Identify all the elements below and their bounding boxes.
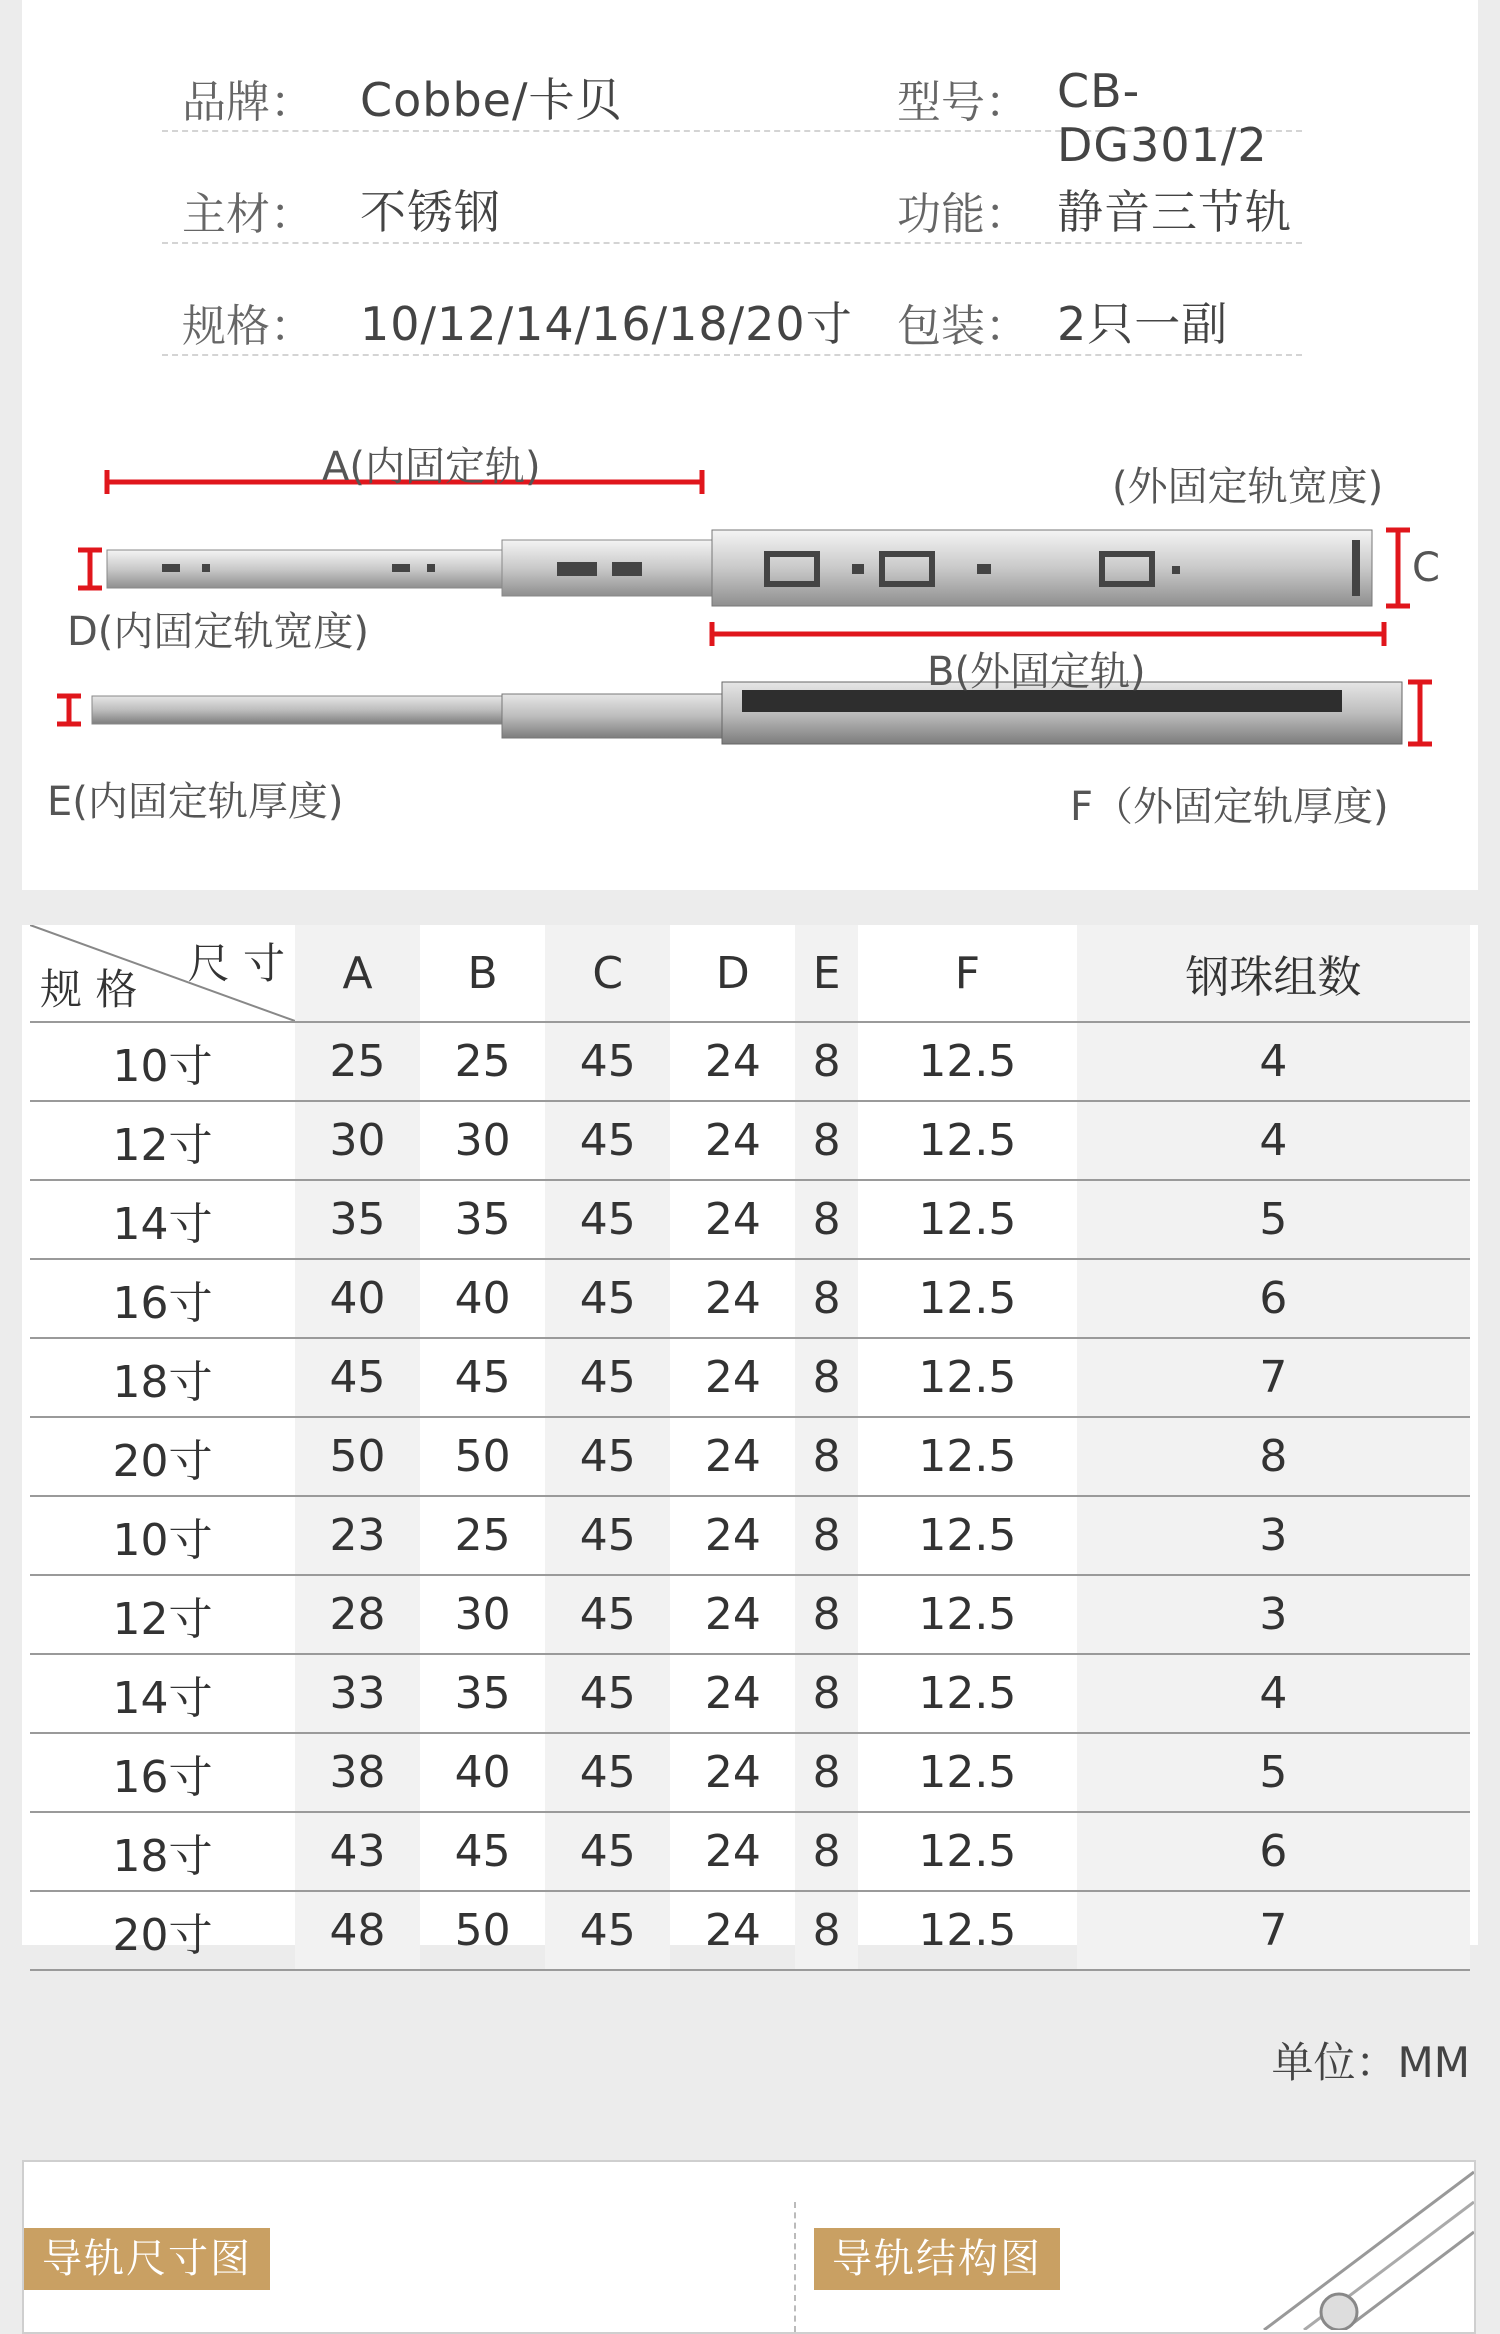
- unit-label: 单位：MM: [1271, 2038, 1470, 2087]
- size-cell: 12寸: [30, 1575, 295, 1654]
- value-cell: 8: [795, 1654, 858, 1733]
- header-a: A: [295, 925, 420, 1022]
- corner-top-label: 尺 寸: [187, 939, 285, 988]
- value-cell: 28: [295, 1575, 420, 1654]
- value-cell: 7: [1077, 1338, 1470, 1417]
- brand-value: Cobbe/卡贝: [360, 73, 623, 127]
- table-row: [30, 1733, 1470, 1812]
- value-cell: 25: [420, 1496, 545, 1575]
- table-row: [30, 1101, 1470, 1180]
- size-cell: 14寸: [30, 1180, 295, 1259]
- size-cell: 20寸: [30, 1417, 295, 1496]
- size-cell: 12寸: [30, 1101, 295, 1180]
- value-cell: 48: [295, 1891, 420, 1970]
- value-cell: 12.5: [858, 1733, 1077, 1812]
- dim-b-label: B(外固定轨): [927, 649, 1146, 695]
- value-cell: 8: [1077, 1417, 1470, 1496]
- value-cell: 45: [545, 1812, 670, 1891]
- value-cell: 43: [295, 1812, 420, 1891]
- dim-f-label: F（外固定轨厚度): [1070, 784, 1389, 830]
- value-cell: 8: [795, 1101, 858, 1180]
- inner-rail-side: [92, 696, 522, 724]
- material-value: 不锈钢: [360, 185, 501, 239]
- brand-label: 品牌：: [182, 77, 314, 128]
- value-cell: 24: [670, 1338, 795, 1417]
- value-cell: 12.5: [858, 1891, 1077, 1970]
- value-cell: 25: [420, 1022, 545, 1101]
- value-cell: 45: [545, 1101, 670, 1180]
- value-cell: 12.5: [858, 1417, 1077, 1496]
- value-cell: 4: [1077, 1654, 1470, 1733]
- size-label: 规格：: [182, 301, 314, 352]
- dimension-table-panel: [22, 925, 1478, 1961]
- table-row: [30, 1891, 1470, 1970]
- value-cell: 12.5: [858, 1812, 1077, 1891]
- value-cell: 45: [545, 1180, 670, 1259]
- value-cell: 24: [670, 1496, 795, 1575]
- table-row: [30, 1496, 1470, 1575]
- value-cell: 12.5: [858, 1496, 1077, 1575]
- value-cell: 45: [545, 1575, 670, 1654]
- value-cell: 24: [670, 1259, 795, 1338]
- value-cell: 3: [1077, 1575, 1470, 1654]
- function-label: 功能：: [897, 189, 1029, 240]
- value-cell: 8: [795, 1338, 858, 1417]
- size-cell: 10寸: [30, 1496, 295, 1575]
- value-cell: 8: [795, 1259, 858, 1338]
- value-cell: 45: [545, 1338, 670, 1417]
- dim-c-label: C: [1412, 545, 1440, 591]
- value-cell: 50: [420, 1417, 545, 1496]
- table-body: [30, 1022, 1470, 1970]
- value-cell: 45: [545, 1417, 670, 1496]
- value-cell: 24: [670, 1575, 795, 1654]
- value-cell: 12.5: [858, 1338, 1077, 1417]
- table-row: [30, 1812, 1470, 1891]
- dim-c-width-label: (外固定轨宽度): [1112, 464, 1384, 510]
- value-cell: 8: [795, 1417, 858, 1496]
- tag-dimension-diagram: 导轨尺寸图: [24, 2228, 270, 2290]
- value-cell: 45: [545, 1022, 670, 1101]
- value-cell: 4: [1077, 1101, 1470, 1180]
- spec-row-material: [162, 132, 1302, 244]
- table-row: [30, 1417, 1470, 1496]
- value-cell: 45: [295, 1338, 420, 1417]
- value-cell: 24: [670, 1654, 795, 1733]
- value-cell: 40: [420, 1259, 545, 1338]
- header-ball-groups: 钢珠组数: [1077, 925, 1470, 1022]
- value-cell: 12.5: [858, 1259, 1077, 1338]
- function-value: 静音三节轨: [1057, 185, 1292, 239]
- header-e: E: [795, 925, 858, 1022]
- value-cell: 24: [670, 1812, 795, 1891]
- section-divider: [794, 2202, 796, 2332]
- value-cell: 35: [295, 1180, 420, 1259]
- value-cell: 8: [795, 1812, 858, 1891]
- value-cell: 8: [795, 1575, 858, 1654]
- value-cell: 8: [795, 1733, 858, 1812]
- value-cell: 45: [545, 1891, 670, 1970]
- spec-row-size: [162, 244, 1302, 356]
- size-cell: 16寸: [30, 1259, 295, 1338]
- table-row: [30, 1259, 1470, 1338]
- size-cell: 10寸: [30, 1022, 295, 1101]
- value-cell: 24: [670, 1417, 795, 1496]
- value-cell: 6: [1077, 1259, 1470, 1338]
- size-value: 10/12/14/16/18/20寸: [360, 297, 853, 351]
- value-cell: 30: [295, 1101, 420, 1180]
- value-cell: 50: [295, 1417, 420, 1496]
- value-cell: 24: [670, 1891, 795, 1970]
- value-cell: 35: [420, 1654, 545, 1733]
- size-cell: 16寸: [30, 1733, 295, 1812]
- table-header-row: [30, 925, 1470, 1022]
- value-cell: 40: [295, 1259, 420, 1338]
- dim-e-label: E(内固定轨厚度): [47, 779, 344, 825]
- table-row: [30, 1180, 1470, 1259]
- value-cell: 45: [545, 1259, 670, 1338]
- value-cell: 6: [1077, 1812, 1470, 1891]
- corner-bottom-label: 规 格: [40, 965, 138, 1014]
- value-cell: 24: [670, 1733, 795, 1812]
- dimension-table: [30, 925, 1470, 1971]
- table-row: [30, 1575, 1470, 1654]
- value-cell: 7: [1077, 1891, 1470, 1970]
- dim-d-label: D(内固定轨宽度): [67, 609, 370, 655]
- value-cell: 38: [295, 1733, 420, 1812]
- value-cell: 3: [1077, 1496, 1470, 1575]
- value-cell: 4: [1077, 1022, 1470, 1101]
- value-cell: 12.5: [858, 1654, 1077, 1733]
- value-cell: 45: [545, 1733, 670, 1812]
- tag-structure-diagram: 导轨结构图: [814, 2228, 1060, 2290]
- value-cell: 12.5: [858, 1022, 1077, 1101]
- corner-header: [30, 925, 295, 1022]
- value-cell: 45: [420, 1812, 545, 1891]
- size-cell: 18寸: [30, 1338, 295, 1417]
- value-cell: 5: [1077, 1733, 1470, 1812]
- value-cell: 45: [420, 1338, 545, 1417]
- outer-rail-top: [712, 530, 1372, 606]
- header-b: B: [420, 925, 545, 1022]
- spec-panel: [22, 0, 1478, 890]
- package-value: 2只一副: [1057, 297, 1229, 351]
- value-cell: 12.5: [858, 1101, 1077, 1180]
- header-d: D: [670, 925, 795, 1022]
- value-cell: 45: [545, 1654, 670, 1733]
- size-cell: 18寸: [30, 1812, 295, 1891]
- value-cell: 45: [545, 1496, 670, 1575]
- package-label: 包装：: [897, 301, 1029, 352]
- model-value: CB-DG301/2: [1057, 64, 1268, 172]
- value-cell: 8: [795, 1180, 858, 1259]
- value-cell: 8: [795, 1496, 858, 1575]
- value-cell: 8: [795, 1891, 858, 1970]
- spec-row-brand: [162, 20, 1302, 172]
- value-cell: 24: [670, 1101, 795, 1180]
- value-cell: 50: [420, 1891, 545, 1970]
- value-cell: 5: [1077, 1180, 1470, 1259]
- material-label: 主材：: [182, 189, 314, 240]
- value-cell: 12.5: [858, 1575, 1077, 1654]
- dim-a-label: A(内固定轨): [322, 444, 541, 490]
- table-row: [30, 1654, 1470, 1733]
- bottom-section: [22, 2160, 1476, 2334]
- rail-structure-image: [1244, 2162, 1474, 2330]
- value-cell: 12.5: [858, 1180, 1077, 1259]
- value-cell: 25: [295, 1022, 420, 1101]
- value-cell: 40: [420, 1733, 545, 1812]
- value-cell: 24: [670, 1180, 795, 1259]
- value-cell: 24: [670, 1022, 795, 1101]
- value-cell: 23: [295, 1496, 420, 1575]
- value-cell: 8: [795, 1022, 858, 1101]
- table-row: [30, 1022, 1470, 1101]
- header-f: F: [858, 925, 1077, 1022]
- value-cell: 30: [420, 1101, 545, 1180]
- value-cell: 33: [295, 1654, 420, 1733]
- header-c: C: [545, 925, 670, 1022]
- model-label: 型号：: [897, 77, 1029, 128]
- value-cell: 35: [420, 1180, 545, 1259]
- table-row: [30, 1338, 1470, 1417]
- size-cell: 14寸: [30, 1654, 295, 1733]
- size-cell: 20寸: [30, 1891, 295, 1970]
- value-cell: 30: [420, 1575, 545, 1654]
